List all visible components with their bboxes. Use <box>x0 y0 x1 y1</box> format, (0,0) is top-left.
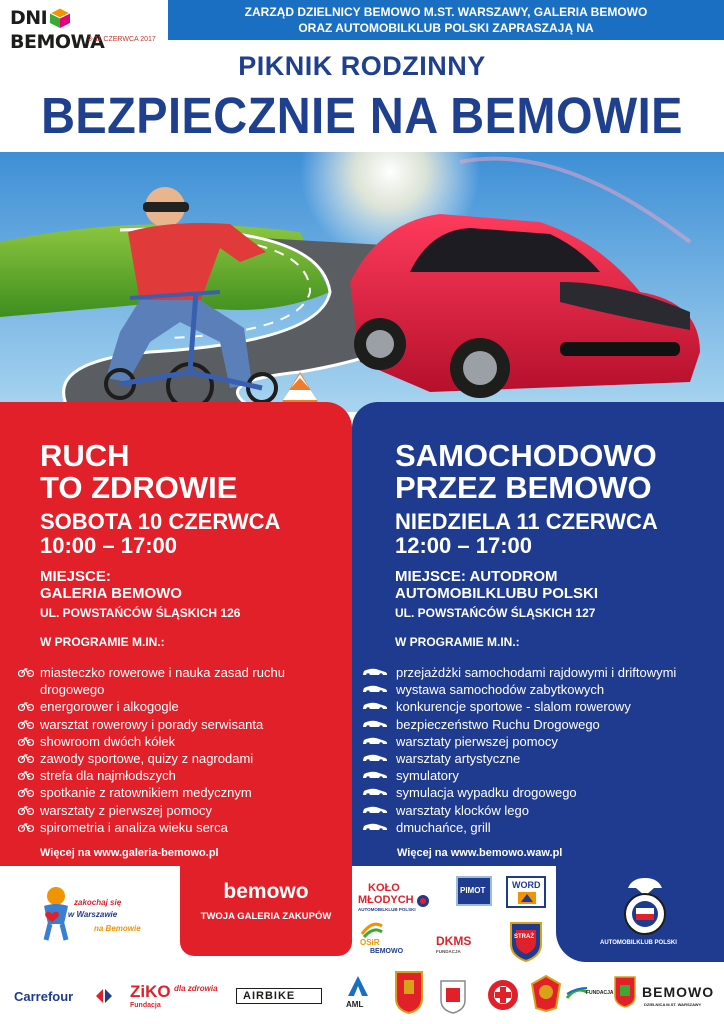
left-date-day: SOBOTA 10 CZERWCA <box>40 509 281 534</box>
eagle-shield-icon <box>620 874 670 936</box>
bicycle-icon <box>18 667 34 677</box>
organizers-banner <box>168 0 724 40</box>
list-item: spotkanie z ratownikiem medycznym <box>18 784 348 801</box>
list-item: symulatory <box>362 767 724 784</box>
left-more-link[interactable]: Więcej na www.galeria-bemowo.pl <box>40 847 219 859</box>
bicycle-icon <box>18 753 34 763</box>
car-icon <box>362 805 388 815</box>
bicycle-icon <box>18 805 34 815</box>
organizers-line-1: ZARZĄD DZIELNICY BEMOWO M.ST. WARSZAWY, GALERIA BEMOWO <box>244 5 648 19</box>
car-icon <box>362 770 388 780</box>
hero-illustration <box>0 152 724 412</box>
right-place-label: MIEJSCE: AUTODROM <box>395 568 558 585</box>
pimot-logo: PIMOT <box>456 876 492 906</box>
galeria-tagline: TWOJA GALERIA ZAKUPÓW <box>200 911 332 922</box>
event-subtitle: PIKNIK RODZINNY <box>238 51 486 81</box>
car-icon <box>362 822 388 832</box>
right-date-hours: 12:00 – 17:00 <box>395 533 532 558</box>
list-item: energorower i alkogogle <box>18 698 348 715</box>
bicycle-icon <box>18 719 34 729</box>
left-program-list <box>18 664 348 836</box>
fundacja-swoosh-icon <box>566 986 588 1000</box>
list-item: strefa dla najmłodszych <box>18 767 348 784</box>
car-icon <box>362 684 388 694</box>
crest-icon <box>394 970 424 1014</box>
carrefour-logo: Carrefour <box>14 988 124 1008</box>
car-icon <box>362 701 388 711</box>
left-date <box>40 510 280 558</box>
bicycle-icon <box>18 736 34 746</box>
list-item: showroom dwóch kółek <box>18 733 348 750</box>
fire-brigade-emblem-icon <box>530 974 562 1012</box>
aml-mark-icon <box>344 974 372 998</box>
organizers-line-2: ORAZ AUTOMOBILKLUB POLSKI ZAPRASZAJĄ NA <box>298 21 594 35</box>
airbike-logo: AIRBIKE <box>236 988 322 1004</box>
carrefour-arrow-icon <box>94 988 114 1004</box>
list-item: warsztaty klocków lego <box>362 802 724 819</box>
right-title <box>395 440 657 504</box>
left-title-line-1: RUCH <box>40 438 130 473</box>
car-icon <box>362 719 388 729</box>
city-crest-icon <box>438 978 468 1014</box>
dni-bemowa-logo <box>10 6 160 53</box>
right-more-link[interactable]: Więcej na www.bemowo.waw.pl <box>397 847 563 859</box>
club-emblem-icon <box>416 894 430 908</box>
bicycle-icon <box>18 770 34 780</box>
kolo-mlodych-logo: KOŁO MŁODYCH AUTOMOBILKLUB POLSKI <box>358 880 434 916</box>
right-address: UL. POWSTAŃCÓW ŚLĄSKICH 127 <box>395 606 596 620</box>
aml-logo: AML <box>344 974 374 1014</box>
left-title-line-2: TO ZDROWIE <box>40 470 238 505</box>
logo-dates: 3-11 CZERWCA 2017 <box>88 36 156 43</box>
left-place-label: MIEJSCE: <box>40 568 111 585</box>
bicycle-icon <box>18 822 34 832</box>
road-sign-icon <box>518 892 536 904</box>
zakochaj-logo: zakochaj się w Warszawie na Bemowie <box>34 884 154 944</box>
list-item: zawody sportowe, quizy z nagrodami <box>18 750 348 767</box>
bicycle-icon <box>18 787 34 797</box>
galeria-brand: bemowo <box>223 880 309 903</box>
panel-car-day <box>352 402 724 866</box>
list-item: przejażdżki samochodami rajdowymi i driftowymi <box>362 664 724 681</box>
list-item: spirometria i analiza wieku serca <box>18 819 348 836</box>
fundacja-logo: FUNDACJA <box>566 986 612 1010</box>
logo-word-bemowa: BEMOWA <box>10 30 105 53</box>
rescue-emblem-icon <box>486 978 520 1012</box>
event-title: BEZPIECZNIE NA BEMOWIE <box>41 87 683 144</box>
ziko-logo: ZiKO dla zdrowia Fundacja <box>130 982 218 1009</box>
car-icon <box>362 736 388 746</box>
word-logo: WORD <box>506 876 546 908</box>
hero-scene <box>0 152 724 412</box>
car-icon <box>362 667 388 677</box>
list-item: symulacja wypadku drogowego <box>362 784 724 801</box>
logo-word-dni: DNI <box>10 7 48 29</box>
list-item: warsztat rowerowy i porady serwisanta <box>18 716 348 733</box>
right-title-line-2: PRZEZ BEMOWO <box>395 470 652 505</box>
right-date <box>395 510 658 558</box>
list-item: warsztaty pierwszej pomocy <box>362 733 724 750</box>
right-program-label: W PROGRAMIE M.IN.: <box>395 635 520 649</box>
list-item: bezpieczeństwo Ruchu Drogowego <box>362 716 724 733</box>
cube-icon <box>48 6 72 30</box>
list-item: wystawa samochodów zabytkowych <box>362 681 724 698</box>
galeria-bemowo-logo <box>180 866 352 956</box>
right-program-list <box>362 664 724 836</box>
car-icon <box>362 787 388 797</box>
panel-cycling-day <box>0 402 352 866</box>
osir-bemowo-logo: OSiR BEMOWO <box>360 920 436 958</box>
straz-miejska-logo: STRAŻ <box>508 920 544 962</box>
osir-swoosh-icon <box>360 920 384 938</box>
list-item: dmuchańce, grill <box>362 819 724 836</box>
right-date-day: NIEDZIELA 11 CZERWCA <box>395 509 658 534</box>
right-place-name: AUTOMOBILKLUBU POLSKI <box>395 585 599 602</box>
right-place <box>395 568 598 622</box>
list-item: warsztaty z pierwszej pomocy <box>18 802 348 819</box>
shield-badge-icon <box>508 920 544 962</box>
left-program-label: W PROGRAMIE M.IN.: <box>40 635 165 649</box>
automobilklub-polski-box: AUTOMOBILKLUB POLSKI <box>556 866 724 962</box>
car-icon <box>362 753 388 763</box>
left-place <box>40 568 240 622</box>
list-item: warsztaty artystyczne <box>362 750 724 767</box>
left-address: UL. POWSTAŃCÓW ŚLĄSKICH 126 <box>40 606 241 620</box>
right-title-line-1: SAMOCHODOWO <box>395 438 657 473</box>
left-date-hours: 10:00 – 17:00 <box>40 533 177 558</box>
list-item: konkurencje sportowe - slalom rowerowy <box>362 698 724 715</box>
list-item: miasteczko rowerowe i nauka zasad ruchu drogowego <box>18 664 348 698</box>
bemowo-crest-icon <box>614 976 636 1008</box>
bemowo-district-logo: BEMOWO DZIELNICA M.ST. WARSZAWY <box>614 976 720 1016</box>
dkms-logo: DKMS FUNDACJA <box>436 934 472 954</box>
left-title <box>40 440 237 504</box>
bicycle-icon <box>18 701 34 711</box>
left-place-name: GALERIA BEMOWO <box>40 585 182 602</box>
